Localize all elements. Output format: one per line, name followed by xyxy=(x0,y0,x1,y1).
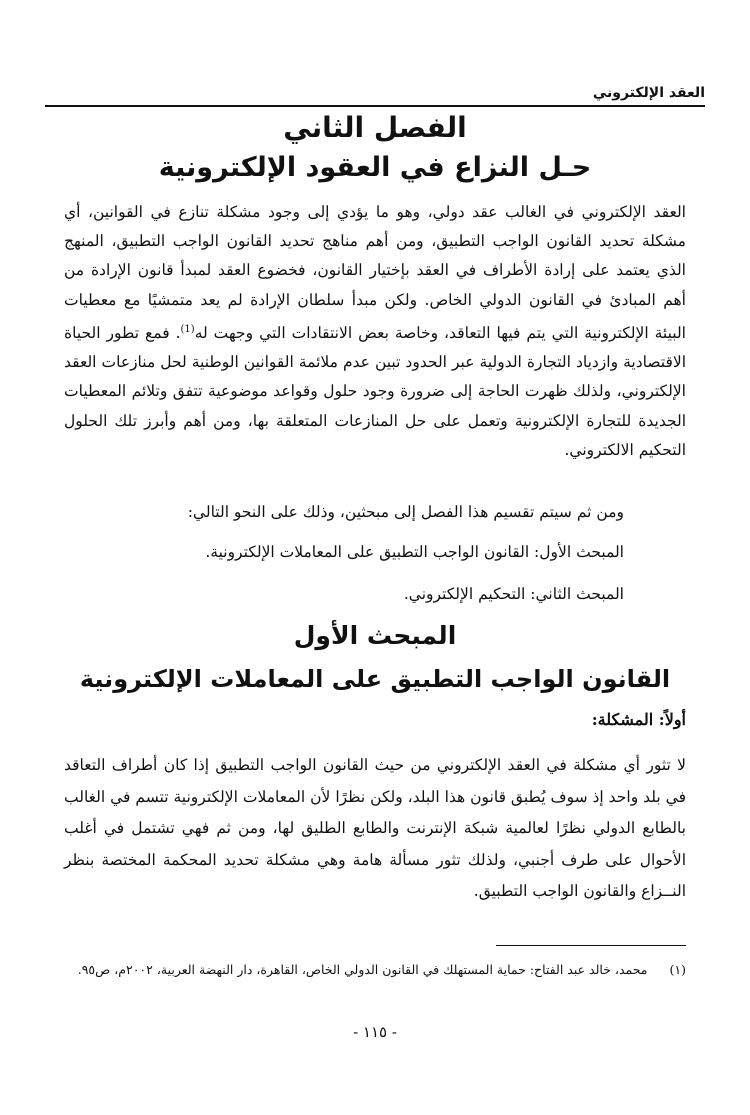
chapter-subtitle: حـل النزاع في العقود الإلكترونية xyxy=(158,152,592,183)
footnote xyxy=(64,956,686,983)
intro-paragraph xyxy=(64,198,686,465)
footnote-reference[interactable]: (1) xyxy=(180,323,195,335)
subheading: أولاً: المشكلة: xyxy=(591,710,686,729)
page-number: - ١١٥ - xyxy=(353,1023,397,1041)
running-head: العقد الإلكتروني xyxy=(45,84,705,107)
section-paragraph: لا تثور أي مشكلة في العقد الإلكتروني من حيث القانون الواجب التطبيق إذا كان أطراف التعاقد في بلد واحد إذ سوف يُطبق قانون هذا البلد، ولكن نظرًا لأن المعاملات الإلكترونية تتسم في الغالب بالطابع الدولي نظرًا لعالمية شبكة الإنترنت والطابع الطليق لها، ومن ثم فهي تشتمل في أغلب الأحوال على طرف أجنبي، ولذلك تثور مسألة هامة وهي مشكلة تحديد المحكمة المختصة بنظر النــزاع والقانون الواجب التطبيق. xyxy=(64,756,686,900)
intro-text-continued: . فمع تطور الحياة الاقتصادية وازدياد التجارة الدولية عبر الحدود تبين عدم ملائمة القوانين الوطنية لحل منازعات العقد الإلكتروني، ولذلك ظهرت الحاجة إلى ضرورة وجود حلول وقواعد موضوعية تتفق وتلائم المعطيات الجديدة للتجارة الإلكترونية وتعمل على حل المنازعات المتعلقة بها، ومن أهم وأبرز تلك الحلول التحكيم الالكتروني. xyxy=(64,323,686,459)
chapter-title: الفصل الثاني xyxy=(283,111,467,144)
footnote-text: محمد، خالد عبد الفتاح: حماية المستهلك في القانون الدولي الخاص، القاهرة، دار النهضة العربية، ٢٠٠٢م، ص٩٥. xyxy=(77,962,648,977)
intro-text: العقد الإلكتروني في الغالب عقد دولي، وهو ما يؤدي إلى وجود مشكلة تنازع في القوانين، أي مشكلة تحديد القانون الواجب التطبيق، ومن أهم مناهج تحديد القانون الواجب التطبيق، المنهج الذي يعتمد على إرادة الأطراف في العقد بإختيار القانون، فخضوع العقد لمبدأ قانون الإرادة من أهم المبادئ في القانون الدولي الخاص. ولكن مبدأ سلطان الإرادة لم يعد متمشيًا مع معطيات البيئة الإلكترونية التي يتم فيها التعاقد، وخاصة بعض الانتقادات التي وجهت له xyxy=(64,203,686,342)
division-first-section: المبحث الأول: القانون الواجب التطبيق على المعاملات الإلكترونية. xyxy=(205,543,624,561)
footnote-separator xyxy=(496,945,686,946)
footnote-number: (١) xyxy=(669,962,686,977)
division-intro-line: ومن ثم سيتم تقسيم هذا الفصل إلى مبحثين، وذلك على النحو التالي: xyxy=(187,503,624,521)
division-second-section: المبحث الثاني: التحكيم الإلكتروني. xyxy=(403,585,624,603)
section-title: المبحث الأول xyxy=(293,621,457,650)
section-subtitle: القانون الواجب التطبيق على المعاملات الإلكترونية xyxy=(79,665,671,693)
